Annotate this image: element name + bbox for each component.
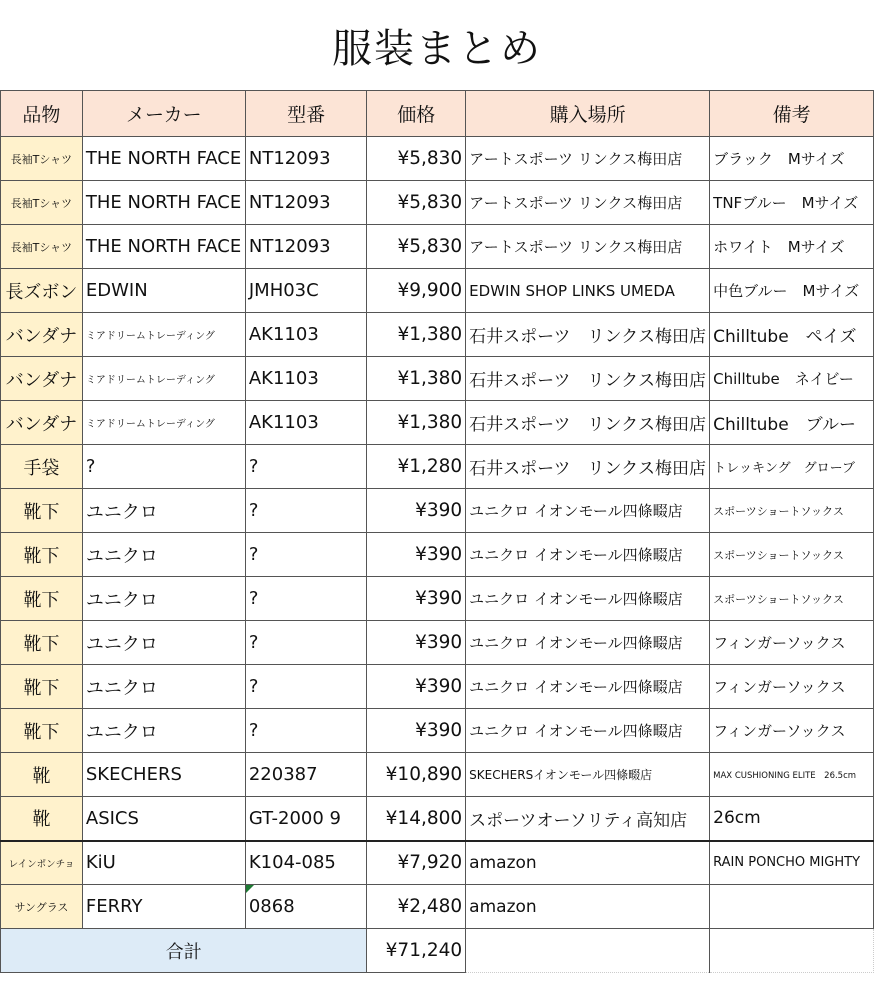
model-cell[interactable]: AK1103	[245, 357, 367, 401]
maker-cell[interactable]: THE NORTH FACE	[82, 137, 245, 181]
model-cell[interactable]: ?	[245, 709, 367, 753]
price-cell[interactable]: ¥5,830	[367, 225, 466, 269]
empty-cell[interactable]	[466, 929, 710, 973]
table-row	[1, 577, 874, 621]
item-cell[interactable]: 靴	[1, 753, 83, 797]
table-row	[1, 137, 874, 181]
price-cell[interactable]: ¥1,380	[367, 357, 466, 401]
note-cell[interactable]: Chilltube ペイズ	[710, 313, 874, 357]
item-cell[interactable]: 長袖Tシャツ	[1, 181, 83, 225]
note-cell[interactable]: スポーツショートソックス	[710, 489, 874, 533]
note-cell[interactable]: RAIN PONCHO MIGHTY	[710, 841, 874, 885]
maker-cell[interactable]: ASICS	[82, 797, 245, 841]
table-row	[1, 753, 874, 797]
shop-cell[interactable]: SKECHERSイオンモール四條畷店	[466, 753, 710, 797]
maker-cell[interactable]: FERRY	[82, 885, 245, 929]
maker-cell[interactable]: ユニクロ	[82, 489, 245, 533]
model-cell[interactable]: ?	[245, 577, 367, 621]
note-cell[interactable]: MAX CUSHIONING ELITE 26.5cm	[710, 753, 874, 797]
maker-cell[interactable]: KiU	[82, 841, 245, 885]
table-row	[1, 797, 874, 841]
price-cell[interactable]: ¥390	[367, 709, 466, 753]
price-cell[interactable]: ¥5,830	[367, 181, 466, 225]
total-value[interactable]: ¥71,240	[367, 929, 466, 973]
empty-cell[interactable]	[710, 929, 874, 973]
item-cell[interactable]: サングラス	[1, 885, 83, 929]
table-row	[1, 357, 874, 401]
note-cell[interactable]: フィンガーソックス	[710, 709, 874, 753]
price-cell[interactable]: ¥1,280	[367, 445, 466, 489]
maker-cell[interactable]: ユニクロ	[82, 709, 245, 753]
maker-cell[interactable]: ミアドリームトレーディング	[82, 357, 245, 401]
item-cell[interactable]: 靴下	[1, 489, 83, 533]
maker-cell[interactable]: EDWIN	[82, 269, 245, 313]
item-cell[interactable]: 靴下	[1, 665, 83, 709]
header-price[interactable]: 価格	[367, 91, 466, 137]
clothing-table	[0, 90, 874, 973]
table-row	[1, 181, 874, 225]
shop-cell[interactable]: 石井スポーツ リンクス梅田店	[466, 401, 710, 445]
table-row	[1, 313, 874, 357]
maker-cell[interactable]: ユニクロ	[82, 621, 245, 665]
maker-cell[interactable]: ユニクロ	[82, 533, 245, 577]
model-cell[interactable]: ?	[245, 445, 367, 489]
total-row	[1, 929, 874, 973]
maker-cell[interactable]: SKECHERS	[82, 753, 245, 797]
price-cell[interactable]: ¥390	[367, 533, 466, 577]
table-row	[1, 621, 874, 665]
price-cell[interactable]: ¥390	[367, 665, 466, 709]
item-cell[interactable]: バンダナ	[1, 401, 83, 445]
header-maker[interactable]: メーカー	[82, 91, 245, 137]
model-cell[interactable]: GT-2000 9	[245, 797, 367, 841]
header-shop[interactable]: 購入場所	[466, 91, 710, 137]
maker-cell[interactable]: ミアドリームトレーディング	[82, 313, 245, 357]
header-model[interactable]: 型番	[245, 91, 367, 137]
item-cell[interactable]: レインポンチョ	[1, 841, 83, 885]
model-cell[interactable]: NT12093	[245, 181, 367, 225]
shop-cell[interactable]: amazon	[466, 841, 710, 885]
shop-cell[interactable]: アートスポーツ リンクス梅田店	[466, 181, 710, 225]
model-cell[interactable]: ?	[245, 621, 367, 665]
note-cell[interactable]: Chilltube ブルー	[710, 401, 874, 445]
shop-cell[interactable]: ユニクロ イオンモール四條畷店	[466, 533, 710, 577]
model-cell[interactable]: NT12093	[245, 137, 367, 181]
note-cell[interactable]: TNFブルー Mサイズ	[710, 181, 874, 225]
price-cell[interactable]: ¥14,800	[367, 797, 466, 841]
shop-cell[interactable]: ユニクロ イオンモール四條畷店	[466, 577, 710, 621]
note-cell[interactable]: スポーツショートソックス	[710, 577, 874, 621]
price-cell[interactable]: ¥1,380	[367, 401, 466, 445]
item-cell[interactable]: 靴下	[1, 577, 83, 621]
note-cell[interactable]	[710, 885, 874, 929]
model-cell[interactable]: 220387	[245, 753, 367, 797]
note-cell[interactable]: ブラック Mサイズ	[710, 137, 874, 181]
table-row	[1, 401, 874, 445]
maker-cell[interactable]: ユニクロ	[82, 577, 245, 621]
table-row	[1, 489, 874, 533]
sheet-title: 服装まとめ	[332, 25, 542, 72]
price-cell[interactable]: ¥390	[367, 489, 466, 533]
model-cell[interactable]: ?	[245, 665, 367, 709]
item-cell[interactable]: 長袖Tシャツ	[1, 137, 83, 181]
note-cell[interactable]: 中色ブルー Mサイズ	[710, 269, 874, 313]
model-cell[interactable]: JMH03C	[245, 269, 367, 313]
header-row	[1, 91, 874, 137]
total-label[interactable]: 合計	[1, 929, 367, 973]
item-cell[interactable]: バンダナ	[1, 313, 83, 357]
shop-cell[interactable]: amazon	[466, 885, 710, 929]
item-cell[interactable]: 靴	[1, 797, 83, 841]
table-row	[1, 709, 874, 753]
shop-cell[interactable]: ユニクロ イオンモール四條畷店	[466, 621, 710, 665]
table-row	[1, 269, 874, 313]
price-cell[interactable]: ¥390	[367, 621, 466, 665]
model-cell[interactable]: K104-085	[245, 841, 367, 885]
item-cell[interactable]: 長ズボン	[1, 269, 83, 313]
note-cell[interactable]: 26cm	[710, 797, 874, 841]
model-cell[interactable]: ?	[245, 489, 367, 533]
shop-cell[interactable]: ユニクロ イオンモール四條畷店	[466, 489, 710, 533]
note-cell[interactable]: スポーツショートソックス	[710, 533, 874, 577]
maker-cell[interactable]: ユニクロ	[82, 665, 245, 709]
shop-cell[interactable]: アートスポーツ リンクス梅田店	[466, 225, 710, 269]
item-cell[interactable]: 靴下	[1, 709, 83, 753]
header-note[interactable]: 備考	[710, 91, 874, 137]
price-cell[interactable]: ¥7,920	[367, 841, 466, 885]
shop-cell[interactable]: EDWIN SHOP LINKS UMEDA	[466, 269, 710, 313]
note-cell[interactable]: フィンガーソックス	[710, 665, 874, 709]
model-cell[interactable]: AK1103	[245, 313, 367, 357]
shop-cell[interactable]: 石井スポーツ リンクス梅田店	[466, 445, 710, 489]
shop-cell[interactable]: 石井スポーツ リンクス梅田店	[466, 357, 710, 401]
price-cell[interactable]: ¥1,380	[367, 313, 466, 357]
item-cell[interactable]: 長袖Tシャツ	[1, 225, 83, 269]
table-row	[1, 225, 874, 269]
item-cell[interactable]: 靴下	[1, 533, 83, 577]
table-row	[1, 885, 874, 929]
table-row	[1, 841, 874, 885]
shop-cell[interactable]: ユニクロ イオンモール四條畷店	[466, 665, 710, 709]
price-cell[interactable]: ¥5,830	[367, 137, 466, 181]
model-cell[interactable]: 0868	[245, 885, 367, 929]
table-row	[1, 665, 874, 709]
shop-cell[interactable]: 石井スポーツ リンクス梅田店	[466, 313, 710, 357]
model-cell[interactable]: ?	[245, 533, 367, 577]
note-cell[interactable]: Chilltube ネイビー	[710, 357, 874, 401]
price-cell[interactable]: ¥10,890	[367, 753, 466, 797]
model-cell[interactable]: AK1103	[245, 401, 367, 445]
maker-cell[interactable]: ミアドリームトレーディング	[82, 401, 245, 445]
shop-cell[interactable]: アートスポーツ リンクス梅田店	[466, 137, 710, 181]
maker-cell[interactable]: THE NORTH FACE	[82, 225, 245, 269]
item-cell[interactable]: 手袋	[1, 445, 83, 489]
price-cell[interactable]: ¥2,480	[367, 885, 466, 929]
shop-cell[interactable]: スポーツオーソリティ高知店	[466, 797, 710, 841]
item-cell[interactable]: 靴下	[1, 621, 83, 665]
price-cell[interactable]: ¥390	[367, 577, 466, 621]
note-cell[interactable]: フィンガーソックス	[710, 621, 874, 665]
price-cell[interactable]: ¥9,900	[367, 269, 466, 313]
note-cell[interactable]: ホワイト Mサイズ	[710, 225, 874, 269]
note-cell[interactable]: トレッキング グローブ	[710, 445, 874, 489]
table-row	[1, 533, 874, 577]
model-cell[interactable]: NT12093	[245, 225, 367, 269]
header-item[interactable]: 品物	[1, 91, 83, 137]
shop-cell[interactable]: ユニクロ イオンモール四條畷店	[466, 709, 710, 753]
maker-cell[interactable]: THE NORTH FACE	[82, 181, 245, 225]
maker-cell[interactable]: ?	[82, 445, 245, 489]
item-cell[interactable]: バンダナ	[1, 357, 83, 401]
table-row	[1, 445, 874, 489]
